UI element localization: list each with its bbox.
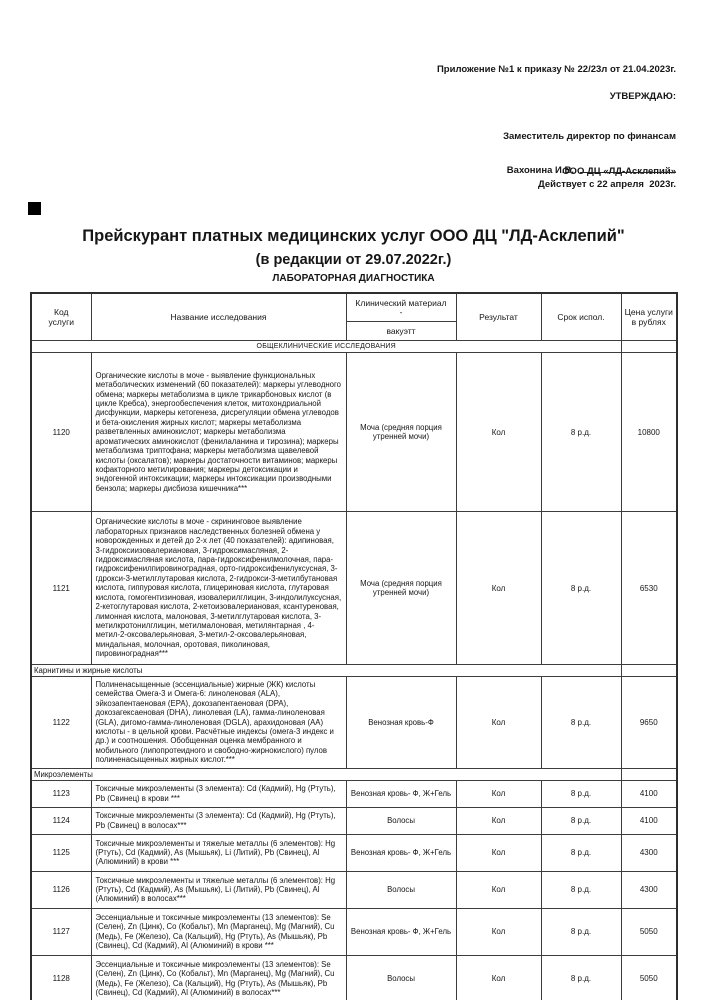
service-name-cell: Эссенциальные и токсичные микроэлементы (13 элементов): Se (Селен), Zn (Цинк), Co (Кобальт), Mn (Марганец), Mg (Магний), Cu (Медь), Fe (Железо), Ca (Кальций), Hg (Ртуть), As (Мышьяк), Pb (Свинец), Cd (Кадмий), Al (Алюминий) в волосах*** xyxy=(91,955,346,1000)
section-row-general-clinical xyxy=(31,341,677,353)
service-code-cell: 1123 xyxy=(31,780,91,807)
service-code-cell: 1126 xyxy=(31,871,91,908)
result-cell: Кол xyxy=(456,512,541,665)
col-header-material xyxy=(346,293,456,341)
service-name-cell: Органические кислоты в моче - выявление функциональных метаболических изменений (60 показателей): маркеры углеводного обмена; маркеры метаболизма в цикле трикарбоновых кислот (в цикле Кребса), энергообеспечения клеток, митохондриальной дисфункции, маркеры кетогенеза, дисрегуляции обмена углеводов и бета-окисления жирных кислот; маркеры метаболизма разветвленных аминокислот; маркеры метаболизма ароматических аминокислот (фенилаланина и тирозина); маркеры метаболизма триптофана; маркеры метаболизма щавелевой кислоты (оксалатов); маркеры достаточности витаминов; маркеры кофакторного метилирования; маркеры детоксикации и эндогенной интоксикации; маркеры интоксикации производными бензола; маркеры дисбиоза кишечника*** xyxy=(91,353,346,512)
service-code-cell: 1127 xyxy=(31,908,91,955)
section-row-carnitines xyxy=(31,665,677,677)
col-header-code-line1: Код xyxy=(54,307,69,317)
approve-label: УТВЕРЖДАЮ: xyxy=(609,91,676,102)
service-code-cell: 1122 xyxy=(31,677,91,769)
document-title-block xyxy=(0,225,707,285)
price-table xyxy=(30,292,678,1000)
material-cell: Моча (средняя порция утренней мочи) xyxy=(346,512,456,665)
material-cell: Венозная кровь- Ф, Ж+Гель xyxy=(346,780,456,807)
table-row xyxy=(31,780,677,807)
material-cell: Волосы xyxy=(346,871,456,908)
table-row xyxy=(31,807,677,834)
material-cell: Волосы xyxy=(346,955,456,1000)
price-cell: 4100 xyxy=(621,807,677,834)
term-cell: 8 р.д. xyxy=(541,955,621,1000)
result-cell: Кол xyxy=(456,955,541,1000)
result-cell: Кол xyxy=(456,353,541,512)
service-code-cell: 1125 xyxy=(31,834,91,871)
material-cell: Венозная кровь-Ф xyxy=(346,677,456,769)
table-header-row xyxy=(31,293,677,341)
signature-underline xyxy=(580,162,676,173)
col-header-material-top xyxy=(347,294,456,322)
section-empty-price-cell xyxy=(621,341,677,353)
service-name-cell: Токсичные микроэлементы (3 элемента): Cd (Кадмий), Hg (Ртуть), Pb (Свинец) в крови *** xyxy=(91,780,346,807)
table-row xyxy=(31,955,677,1000)
result-cell: Кол xyxy=(456,807,541,834)
section-label: Карнитины и жирные кислоты xyxy=(31,665,621,677)
scan-artifact-mark xyxy=(28,202,41,215)
price-cell: 9650 xyxy=(621,677,677,769)
result-cell: Кол xyxy=(456,871,541,908)
term-cell: 8 р.д. xyxy=(541,908,621,955)
service-name-cell: Полиненасыщенные (эссенциальные) жирные (ЖК) кислоты семейства Омега-3 и Омега-6: линоленовая (ALA), эйкозапентаеновая (EPA), докозапентаеновая (DPA), докозагексаеновая (DHA), линолевая (LA), гамма-линоленовая (GLA), дигомо-гамма-линоленовая (DGLA), арахидоновая (АА) кислоты - в цельной крови. Расчётные индексы (омега-3 индекс и др.) и соотношения. Обобщенная оценка мембранного и мобильного (липопротеидного и свободно-жирнокислого) пулов полиненасыщенных жирных кислот.*** xyxy=(91,677,346,769)
section-title-lab-diagnostics: ЛАБОРАТОРНАЯ ДИАГНОСТИКА xyxy=(272,273,435,284)
result-cell: Кол xyxy=(456,908,541,955)
term-cell: 8 р.д. xyxy=(541,871,621,908)
term-cell: 8 р.д. xyxy=(541,677,621,769)
term-cell: 8 р.д. xyxy=(541,834,621,871)
term-cell: 8 р.д. xyxy=(541,807,621,834)
service-name-cell: Эссенциальные и токсичные микроэлементы (13 элементов): Se (Селен), Zn (Цинк), Co (Кобальт), Mn (Марганец), Mg (Магний), Cu (Медь), Fe (Железо), Ca (Кальций), Hg (Ртуть), As (Мышьяк), Pb (Свинец), Cd (Кадмий), Al (Алюминий) в крови *** xyxy=(91,908,346,955)
price-cell: 5050 xyxy=(621,908,677,955)
material-cell: Венозная кровь- Ф, Ж+Гель xyxy=(346,834,456,871)
price-cell: 4300 xyxy=(621,871,677,908)
service-name-cell: Токсичные микроэлементы и тяжелые металлы (6 элементов): Hg (Ртуть), Cd (Кадмий), As (Мышьяк), Li (Литий), Pb (Свинец), Al (Алюминий) в волосах*** xyxy=(91,871,346,908)
material-cell: Моча (средняя порция утренней мочи) xyxy=(346,353,456,512)
approver-org-line: ООО ДЦ «ЛД-Асклепий» xyxy=(562,165,676,177)
table-row xyxy=(31,834,677,871)
col-header-code-line2: услуги xyxy=(48,317,74,327)
col-header-term: Срок испол. xyxy=(541,293,621,341)
section-row-trace-elements xyxy=(31,768,677,780)
price-cell: 6530 xyxy=(621,512,677,665)
service-code-cell: 1121 xyxy=(31,512,91,665)
signer-name: Вахонина И.В. xyxy=(506,165,574,176)
approver-role-line1: Заместитель директор по финансам xyxy=(503,131,676,142)
service-code-cell: 1120 xyxy=(31,353,91,512)
service-code-cell: 1124 xyxy=(31,807,91,834)
result-cell: Кол xyxy=(456,834,541,871)
appendix-line: Приложение №1 к приказу № 22/23л от 21.04.2023г. xyxy=(436,64,676,75)
document-title: Прейскурант платных медицинских услуг ООО ДЦ "ЛД-Асклепий" xyxy=(82,227,625,245)
service-code-cell: 1128 xyxy=(31,955,91,1000)
service-name-cell: Органические кислоты в моче - скрининговое выявление лабораторных признаков наследственных болезней обмена у новорожденных и детей до 2-х лет (40 показателей): адипиновая, 3-гидроксиизовалериановая, 3-гидроксимасляная, 2-гидроксимасляная кислота, пара-гидроксифенилмолочная, пара-гидроксифенилпировиноградная, орто-гидроксифенилуксусная, 3-гдрокси-3-метилглутаровая кислота, 2-гидрокси-3-метилбутановая кислота, гиппуровая кислота, глицериновая кислота, глутаровая кислота, гомогентизиновая, изовалерилглицин, 3-индолилуксусная, 2-кетоглутаровая кислота, 2-кетоизовалериановая, ксантуреновая, лимонная кислота, малоновая, 3-метилглутаровая кислота, 3-метилкротонилглицин, метилмалоновая, метилянтарная , 4-метил-2-оксовалерьяновая, 3-метил-2-оксовалерьяновая, миндальная, молочная, оротовая, пиколиновая, пировиноградная*** xyxy=(91,512,346,665)
validity-line: Действует с 22 апреля 2023г. xyxy=(537,179,676,190)
col-header-code xyxy=(31,293,91,341)
document-subtitle: (в редакции от 29.07.2022г.) xyxy=(255,252,452,268)
term-cell: 8 р.д. xyxy=(541,512,621,665)
col-header-vacuette: вакуэтт xyxy=(386,326,416,336)
result-cell: Кол xyxy=(456,780,541,807)
price-cell: 5050 xyxy=(621,955,677,1000)
table-row xyxy=(31,353,677,512)
col-header-result: Результат xyxy=(456,293,541,341)
term-cell: 8 р.д. xyxy=(541,780,621,807)
price-cell: 4300 xyxy=(621,834,677,871)
price-cell: 4100 xyxy=(621,780,677,807)
col-header-price xyxy=(621,293,677,341)
service-name-cell: Токсичные микроэлементы и тяжелые металлы (6 элементов): Hg (Ртуть), Cd (Кадмий), As (Мышьяк), Li (Литий), Pb (Свинец), Al (Алюминий) в крови *** xyxy=(91,834,346,871)
material-cell: Венозная кровь- Ф, Ж+Гель xyxy=(346,908,456,955)
col-header-name: Название исследования xyxy=(91,293,346,341)
col-header-material-label: Клинический материал xyxy=(355,297,447,308)
price-cell: 10800 xyxy=(621,353,677,512)
col-header-price-line2: в рублях xyxy=(631,317,666,327)
table-row xyxy=(31,677,677,769)
result-cell: Кол xyxy=(456,677,541,769)
section-empty-price-cell xyxy=(621,768,677,780)
service-name-cell: Токсичные микроэлементы (3 элемента): Cd (Кадмий), Hg (Ртуть), Pb (Свинец) в волосах*** xyxy=(91,807,346,834)
table-row xyxy=(31,512,677,665)
section-label: Микроэлементы xyxy=(31,768,621,780)
material-cell: Волосы xyxy=(346,807,456,834)
table-row xyxy=(31,908,677,955)
term-cell: 8 р.д. xyxy=(541,353,621,512)
col-header-material-dash: - xyxy=(399,306,403,317)
section-empty-price-cell xyxy=(621,665,677,677)
table-row xyxy=(31,871,677,908)
section-label: ОБЩЕКЛИНИЧЕСКИЕ ИССЛЕДОВАНИЯ xyxy=(31,341,621,353)
col-header-price-line1: Цена услуги xyxy=(624,307,673,317)
